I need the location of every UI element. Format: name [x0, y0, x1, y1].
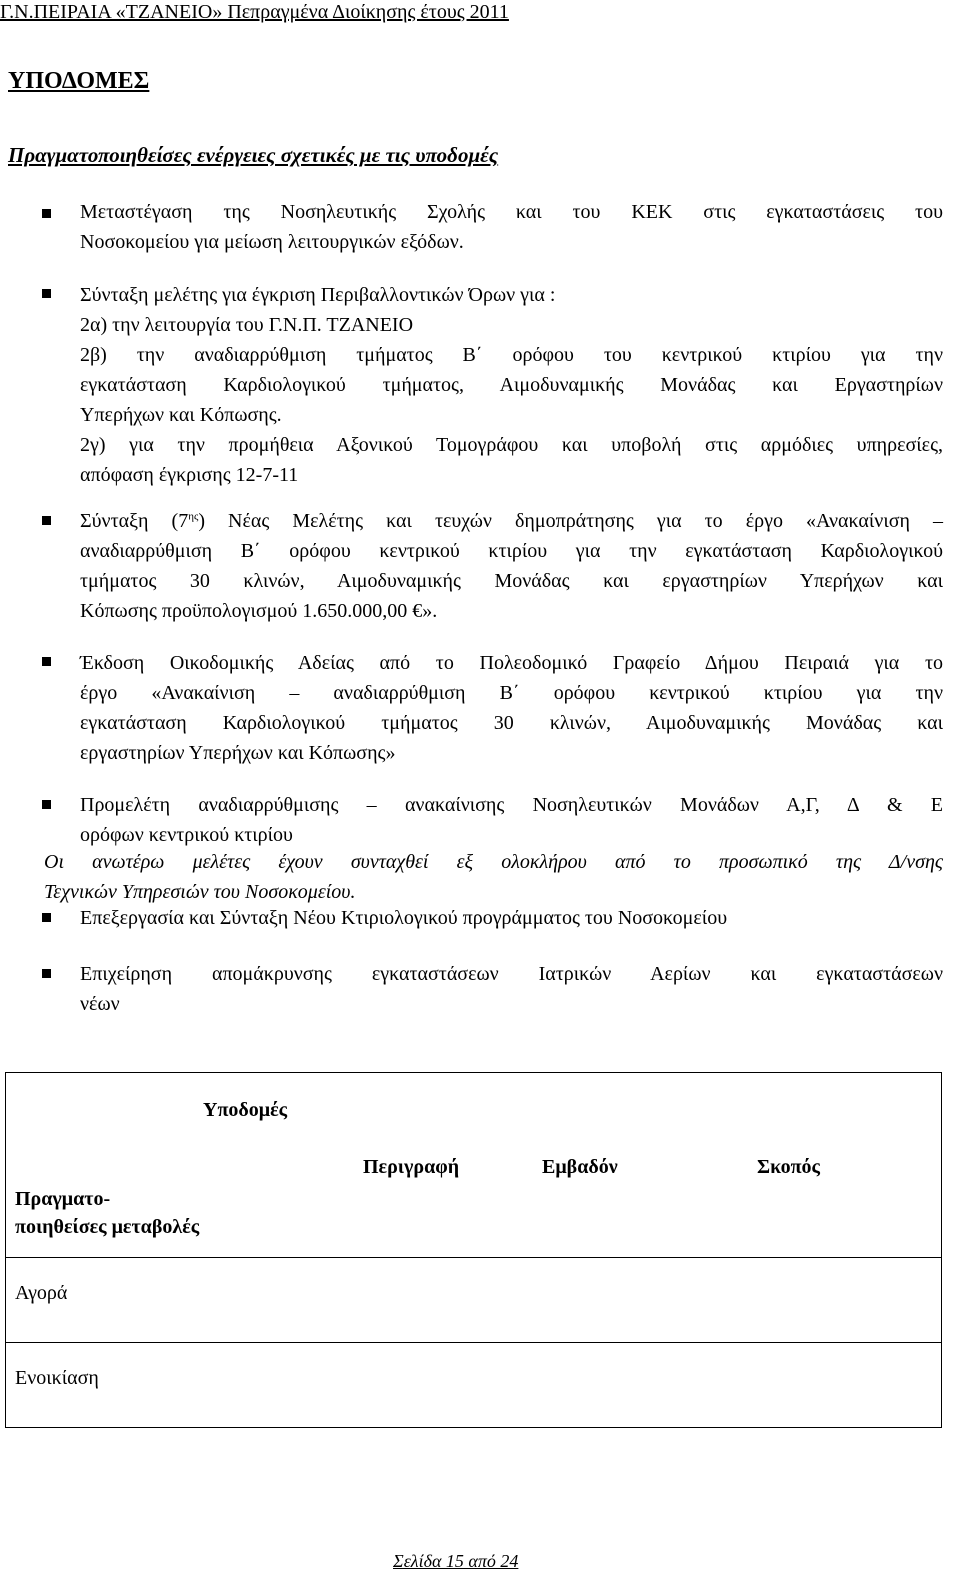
list-item [80, 648, 943, 768]
column-header-area: Εμβαδόν [542, 1156, 618, 1178]
table-row-purchase: Αγορά [6, 1258, 942, 1343]
list-item-line: Έκδοση Οικοδομικής Αδείας από το Πολεοδομικό Γραφείο Δήμου Πειραιά για το [80, 652, 943, 674]
list-item-text: Σύνταξη (7 [80, 510, 189, 532]
table-header-cell [6, 1073, 942, 1258]
list-item-line: αναδιαρρύθμιση Β΄ ορόφου κεντρικού κτιρίου για την εγκατάσταση Καρδιολογικού [80, 540, 943, 562]
list-item-line: έργο «Ανακαίνιση – αναδιαρρύθμιση Β΄ ορόφου κεντρικού κτιρίου για την [80, 682, 943, 704]
column-header-purpose: Σκοπός [757, 1156, 820, 1178]
list-item-line: 2α) την λειτουργία του Γ.Ν.Π. ΤΖΑΝΕΙΟ [80, 314, 414, 336]
list-item [80, 790, 943, 850]
note-line: Τεχνικών Υπηρεσιών του Νοσοκομείου. [44, 881, 356, 903]
list-item-line: Κόπωσης προϋπολογισμού 1.650.000,00 €». [80, 600, 438, 622]
list-item-line: νέων [80, 993, 120, 1015]
bullet-icon [42, 657, 51, 666]
section-title: ΥΠΟΔΟΜΕΣ [8, 68, 150, 94]
list-item-line: Υπερήχων και Κόπωσης. [80, 404, 282, 426]
table-title: Υποδομές [203, 1099, 288, 1121]
list-item-line: 2γ) για την προμήθεια Αξονικού Τομογράφου και υποβολή στις αρμόδιες υπηρεσίες, [80, 434, 943, 456]
list-item [80, 506, 943, 626]
bullet-icon [42, 209, 51, 218]
subsection-title: Πραγματοποιηθείσες ενέργειες σχετικές με τις υποδομές [8, 143, 499, 167]
bullet-icon [42, 969, 51, 978]
list-item-line: εργαστηρίων Υπερήχων και Κόπωσης» [80, 742, 396, 764]
list-item [80, 197, 943, 257]
bullet-icon [42, 289, 51, 298]
list-item [80, 903, 943, 933]
column-header-description: Περιγραφή [363, 1156, 460, 1178]
note-paragraph [44, 847, 943, 907]
list-item-line: Σύνταξη μελέτης για έγκριση Περιβαλλοντικών Όρων για : [80, 284, 556, 306]
list-item-line: 2β) την αναδιαρρύθμιση τμήματος Β΄ ορόφου του κεντρικού κτιρίου για την [80, 344, 943, 366]
bullet-icon [42, 913, 51, 922]
list-item [80, 280, 943, 490]
row-header-line: ποιηθείσες μεταβολές [15, 1216, 200, 1238]
bullet-icon [42, 516, 51, 525]
list-item-line: Μεταστέγαση της Νοσηλευτικής Σχολής και του ΚΕΚ στις εγκαταστάσεις του [80, 201, 943, 223]
document-header: Γ.Ν.ΠΕΙΡΑΙΑ «ΤΖΑΝΕΙΟ» Πεπραγμένα Διοίκησης έτους 2011 [0, 1, 509, 23]
note-line: Οι ανωτέρω μελέτες έχουν συνταχθεί εξ ολοκλήρου από το προσωπικό της Δ/νσης [44, 851, 943, 873]
row-header-changes [15, 1185, 199, 1241]
list-item-line: ορόφων κεντρικού κτιρίου [80, 824, 293, 846]
list-item-line: Επιχείρηση απομάκρυνσης εγκαταστάσεων Ιατρικών Αερίων και εγκαταστάσεων [80, 963, 943, 985]
list-item-line: Προμελέτη αναδιαρρύθμισης – ανακαίνισης Νοσηλευτικών Μονάδων Α,Γ, Δ & Ε [80, 794, 943, 816]
list-item-line: απόφαση έγκρισης 12-7-11 [80, 464, 299, 486]
list-item-line: Νοσοκομείου για μείωση λειτουργικών εξόδων. [80, 231, 464, 253]
list-item-text: ) Νέας Μελέτης και τευχών δημοπράτησης για το έργο «Ανακαίνιση – [198, 510, 944, 532]
bullet-icon [42, 800, 51, 809]
list-item-line: Επεξεργασία και Σύνταξη Νέου Κτιριολογικού προγράμματος του Νοσοκομείου [80, 907, 728, 929]
table-row-lease: Ενοικίαση [6, 1343, 942, 1428]
list-item-line: εγκατάσταση Καρδιολογικού τμήματος 30 κλινών, Αιμοδυναμικής Μονάδας και [80, 712, 943, 734]
row-header-line: Πραγματο- [15, 1188, 111, 1210]
list-item-line: εγκατάσταση Καρδιολογικού τμήματος, Αιμοδυναμικής Μονάδας και Εργαστηρίων [80, 374, 943, 396]
ordinal-suffix: ης [188, 510, 199, 523]
list-item-line: τμήματος 30 κλινών, Αιμοδυναμικής Μονάδας και εργαστηρίων Υπερήχων και [80, 570, 943, 592]
list-item-line [80, 506, 943, 536]
list-item [80, 959, 943, 1019]
infrastructure-table [5, 1072, 942, 1428]
page-footer: Σελίδα 15 από 24 [393, 1551, 519, 1571]
